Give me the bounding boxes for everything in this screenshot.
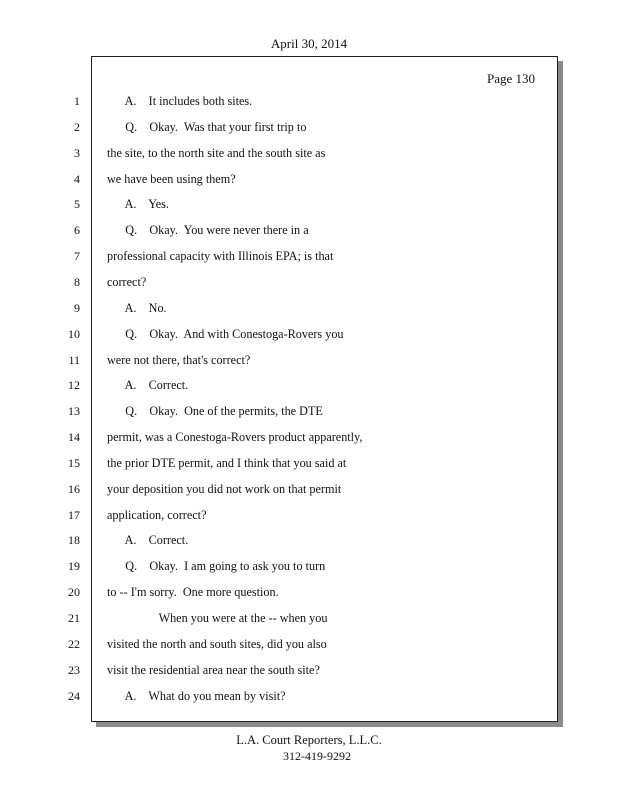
line-number: 10: [68, 327, 80, 341]
transcript-line: A. It includes both sites.: [107, 94, 253, 108]
line-number: 15: [68, 456, 80, 470]
transcript-line: A. What do you mean by visit?: [107, 689, 286, 703]
transcript-line: we have been using them?: [107, 172, 236, 186]
transcript-line: your deposition you did not work on that permit: [107, 482, 342, 496]
transcript-date: April 30, 2014: [270, 36, 348, 51]
transcript-line: A. Yes.: [107, 197, 169, 211]
line-number: 13: [68, 404, 80, 418]
transcript-line: visited the north and south sites, did you also: [107, 637, 327, 651]
transcript-line: A. Correct.: [107, 533, 189, 547]
line-number: 1: [74, 94, 80, 108]
line-number: 24: [68, 689, 80, 703]
transcript-line: the site, to the north site and the south site as: [107, 146, 326, 160]
transcript-line: the prior DTE permit, and I think that you said at: [107, 456, 347, 470]
transcript-line: correct?: [107, 275, 147, 289]
transcript-line: Q. Okay. You were never there in a: [107, 223, 309, 237]
line-number: 7: [74, 249, 80, 263]
line-number: 6: [74, 223, 80, 237]
transcript-line: Q. Okay. And with Conestoga-Rovers you: [107, 327, 344, 341]
line-number: 5: [74, 197, 80, 211]
line-number: 11: [68, 353, 80, 367]
line-number: 22: [68, 637, 80, 651]
transcript-line: Q. Okay. One of the permits, the DTE: [107, 404, 323, 418]
transcript-line: When you were at the -- when you: [107, 611, 328, 625]
transcript-line: professional capacity with Illinois EPA; is that: [107, 249, 334, 263]
transcript-line: permit, was a Conestoga-Rovers product apparently,: [107, 430, 363, 444]
line-number: 17: [68, 508, 80, 522]
line-number: 18: [68, 533, 80, 547]
transcript-line: Q. Okay. I am going to ask you to turn: [107, 559, 326, 573]
transcript-line: application, correct?: [107, 508, 207, 522]
line-number: 19: [68, 559, 80, 573]
transcript-line: Q. Okay. Was that your first trip to: [107, 120, 307, 134]
line-number: 14: [68, 430, 80, 444]
line-number: 8: [74, 275, 80, 289]
transcript-line: A. No.: [107, 301, 167, 315]
line-number: 21: [68, 611, 80, 625]
reporter-company: L.A. Court Reporters, L.L.C.: [236, 733, 382, 747]
line-number: 2: [74, 120, 80, 134]
transcript-line: A. Correct.: [107, 378, 189, 392]
transcript-line: to -- I'm sorry. One more question.: [107, 585, 279, 599]
line-number: 9: [74, 301, 80, 315]
line-number: 3: [74, 146, 80, 160]
transcript-line: visit the residential area near the south site?: [107, 663, 320, 677]
line-number: 23: [68, 663, 80, 677]
page-number: Page 130: [486, 71, 535, 86]
line-number: 4: [74, 172, 80, 186]
line-number: 12: [68, 378, 80, 392]
transcript-line: were not there, that's correct?: [107, 353, 251, 367]
reporter-phone: 312-419-9292: [283, 749, 351, 763]
line-number: 20: [68, 585, 80, 599]
line-number: 16: [68, 482, 80, 496]
